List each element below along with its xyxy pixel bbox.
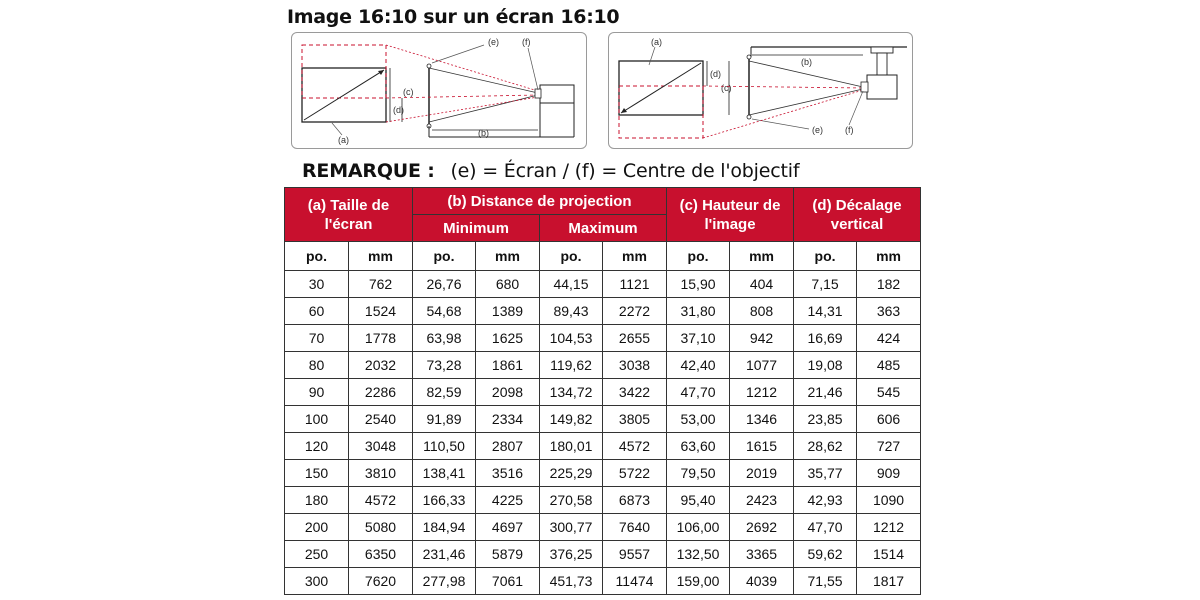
table-cell: 2423 (730, 487, 794, 514)
table-row (285, 352, 921, 379)
note-label: REMARQUE : (302, 160, 435, 182)
label-e-ceiling: (e) (812, 125, 823, 135)
table-cell: 110,50 (413, 433, 476, 460)
table-cell: 451,73 (540, 568, 603, 595)
label-e: (e) (488, 37, 499, 47)
table-cell: 1346 (730, 406, 794, 433)
header-screen-size: (a) Taille de l'écran (285, 188, 413, 242)
table-row (285, 406, 921, 433)
ceiling-install-diagram (608, 32, 913, 149)
table-cell: 119,62 (540, 352, 603, 379)
table-cell: 363 (857, 298, 921, 325)
table-cell: 71,55 (794, 568, 857, 595)
label-c: (c) (403, 87, 414, 97)
table-cell: 1077 (730, 352, 794, 379)
table-cell: 100 (285, 406, 349, 433)
table-cell: 132,50 (667, 541, 730, 568)
table-cell: 1514 (857, 541, 921, 568)
table-cell: 3038 (603, 352, 667, 379)
floor-install-diagram (291, 32, 587, 149)
unit-cell: po. (667, 242, 730, 271)
table-cell: 6350 (349, 541, 413, 568)
table-cell: 3048 (349, 433, 413, 460)
table-cell: 184,94 (413, 514, 476, 541)
table-cell: 16,69 (794, 325, 857, 352)
label-d: (d) (393, 105, 404, 115)
header-maximum: Maximum (540, 215, 667, 242)
label-a-ceiling: (a) (651, 37, 662, 47)
unit-cell: mm (476, 242, 540, 271)
table-row (285, 460, 921, 487)
table-cell: 11474 (603, 568, 667, 595)
table-row (285, 541, 921, 568)
table-cell: 149,82 (540, 406, 603, 433)
table-cell: 1817 (857, 568, 921, 595)
table-cell: 106,00 (667, 514, 730, 541)
table-cell: 138,41 (413, 460, 476, 487)
header-image-height: (c) Hauteur de l'image (667, 188, 794, 242)
table-cell: 91,89 (413, 406, 476, 433)
note-text: (e) = Écran / (f) = Centre de l'objectif (450, 160, 800, 182)
table-cell: 942 (730, 325, 794, 352)
table-cell: 28,62 (794, 433, 857, 460)
note (302, 160, 799, 182)
table-cell: 44,15 (540, 271, 603, 298)
table-cell: 5080 (349, 514, 413, 541)
table-cell: 231,46 (413, 541, 476, 568)
table-cell: 3365 (730, 541, 794, 568)
table-cell: 1090 (857, 487, 921, 514)
table-cell: 159,00 (667, 568, 730, 595)
table-cell: 150 (285, 460, 349, 487)
label-a: (a) (338, 135, 349, 145)
table-cell: 7,15 (794, 271, 857, 298)
table-cell: 4039 (730, 568, 794, 595)
table-cell: 37,10 (667, 325, 730, 352)
label-c-ceiling: (c) (721, 83, 732, 93)
table-cell: 270,58 (540, 487, 603, 514)
table-row (285, 568, 921, 595)
table-cell: 35,77 (794, 460, 857, 487)
projection-distance-table (284, 187, 921, 595)
table-cell: 606 (857, 406, 921, 433)
table-cell: 3810 (349, 460, 413, 487)
table-cell: 727 (857, 433, 921, 460)
table-cell: 376,25 (540, 541, 603, 568)
table-cell: 2807 (476, 433, 540, 460)
table-cell: 182 (857, 271, 921, 298)
table-cell: 200 (285, 514, 349, 541)
table-cell: 2692 (730, 514, 794, 541)
table-cell: 3805 (603, 406, 667, 433)
table-cell: 79,50 (667, 460, 730, 487)
table-cell: 808 (730, 298, 794, 325)
table-cell: 300,77 (540, 514, 603, 541)
table-cell: 42,93 (794, 487, 857, 514)
table-cell: 277,98 (413, 568, 476, 595)
table-cell: 21,46 (794, 379, 857, 406)
table-cell: 42,40 (667, 352, 730, 379)
unit-cell: po. (794, 242, 857, 271)
table-cell: 2098 (476, 379, 540, 406)
table-row (285, 487, 921, 514)
table-cell: 1778 (349, 325, 413, 352)
table-cell: 31,80 (667, 298, 730, 325)
table-cell: 1212 (730, 379, 794, 406)
label-b: (b) (478, 128, 489, 138)
table-cell: 180 (285, 487, 349, 514)
table-cell: 6873 (603, 487, 667, 514)
table-cell: 2272 (603, 298, 667, 325)
table-cell: 59,62 (794, 541, 857, 568)
table-cell: 1389 (476, 298, 540, 325)
table-cell: 2655 (603, 325, 667, 352)
table-row (285, 514, 921, 541)
table-cell: 4697 (476, 514, 540, 541)
table-cell: 120 (285, 433, 349, 460)
table-cell: 404 (730, 271, 794, 298)
table-cell: 53,00 (667, 406, 730, 433)
unit-cell: mm (603, 242, 667, 271)
unit-cell: mm (349, 242, 413, 271)
table-cell: 424 (857, 325, 921, 352)
table-cell: 1524 (349, 298, 413, 325)
unit-cell: po. (413, 242, 476, 271)
table-row (285, 325, 921, 352)
table-row (285, 433, 921, 460)
unit-cell: po. (540, 242, 603, 271)
table-cell: 19,08 (794, 352, 857, 379)
table-cell: 3516 (476, 460, 540, 487)
table-row (285, 271, 921, 298)
units-row (285, 242, 921, 271)
table-cell: 70 (285, 325, 349, 352)
table-cell: 5722 (603, 460, 667, 487)
table-cell: 2540 (349, 406, 413, 433)
table-cell: 23,85 (794, 406, 857, 433)
table-cell: 89,43 (540, 298, 603, 325)
label-d-ceiling: (d) (710, 69, 721, 79)
table-cell: 166,33 (413, 487, 476, 514)
table-cell: 47,70 (794, 514, 857, 541)
table-row (285, 298, 921, 325)
table-cell: 7061 (476, 568, 540, 595)
unit-cell: mm (857, 242, 921, 271)
unit-cell: mm (730, 242, 794, 271)
table-cell: 14,31 (794, 298, 857, 325)
table-cell: 60 (285, 298, 349, 325)
table-cell: 9557 (603, 541, 667, 568)
header-minimum: Minimum (413, 215, 540, 242)
header-projection-distance: (b) Distance de projection (413, 188, 667, 215)
table-cell: 73,28 (413, 352, 476, 379)
table-cell: 15,90 (667, 271, 730, 298)
table-cell: 5879 (476, 541, 540, 568)
table-cell: 26,76 (413, 271, 476, 298)
table-cell: 2032 (349, 352, 413, 379)
table-cell: 3422 (603, 379, 667, 406)
table-cell: 4225 (476, 487, 540, 514)
table-cell: 63,60 (667, 433, 730, 460)
table-cell: 1212 (857, 514, 921, 541)
table-cell: 7640 (603, 514, 667, 541)
table-cell: 54,68 (413, 298, 476, 325)
table-cell: 47,70 (667, 379, 730, 406)
table-cell: 225,29 (540, 460, 603, 487)
label-f-ceiling: (f) (845, 125, 854, 135)
table-cell: 180,01 (540, 433, 603, 460)
table-cell: 63,98 (413, 325, 476, 352)
table-cell: 7620 (349, 568, 413, 595)
table-cell: 2019 (730, 460, 794, 487)
table-cell: 1861 (476, 352, 540, 379)
table-cell: 90 (285, 379, 349, 406)
table-cell: 762 (349, 271, 413, 298)
table-cell: 95,40 (667, 487, 730, 514)
table-row (285, 379, 921, 406)
table-cell: 4572 (603, 433, 667, 460)
table-body (285, 271, 921, 595)
table-cell: 909 (857, 460, 921, 487)
table-cell: 2286 (349, 379, 413, 406)
table-cell: 104,53 (540, 325, 603, 352)
table-cell: 1121 (603, 271, 667, 298)
label-f: (f) (522, 37, 531, 47)
label-b-ceiling: (b) (801, 57, 812, 67)
table-cell: 300 (285, 568, 349, 595)
table-cell: 680 (476, 271, 540, 298)
table-cell: 4572 (349, 487, 413, 514)
table-cell: 1625 (476, 325, 540, 352)
table-cell: 485 (857, 352, 921, 379)
table-cell: 134,72 (540, 379, 603, 406)
page-title: Image 16:10 sur un écran 16:10 (287, 6, 620, 28)
table-cell: 545 (857, 379, 921, 406)
table-cell: 2334 (476, 406, 540, 433)
table-cell: 1615 (730, 433, 794, 460)
table-cell: 82,59 (413, 379, 476, 406)
table-cell: 80 (285, 352, 349, 379)
table-cell: 250 (285, 541, 349, 568)
table-cell: 30 (285, 271, 349, 298)
header-vertical-offset: (d) Décalage vertical (794, 188, 921, 242)
unit-cell: po. (285, 242, 349, 271)
